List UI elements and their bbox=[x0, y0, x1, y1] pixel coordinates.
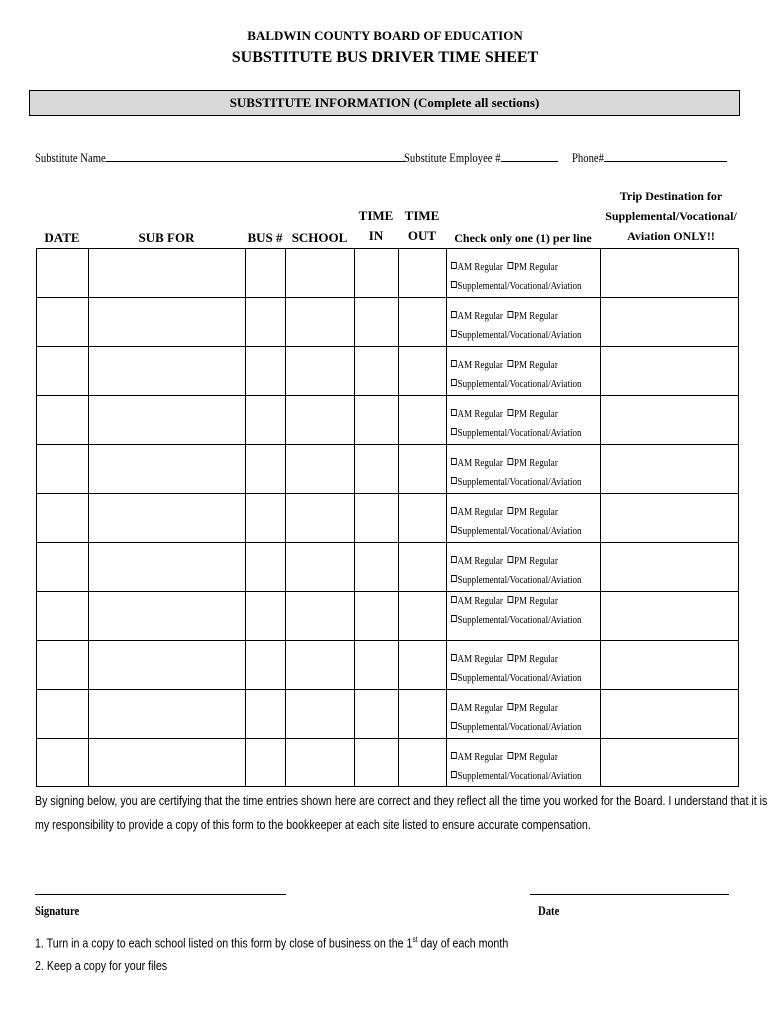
table-row-checkboxes bbox=[451, 699, 610, 737]
supplemental-checkbox[interactable] bbox=[451, 615, 457, 622]
am-regular-label: AM Regular bbox=[457, 359, 503, 371]
pm-regular-label: PM Regular bbox=[513, 555, 558, 567]
phone-label: Phone# bbox=[572, 150, 604, 165]
supplemental-checkbox[interactable] bbox=[451, 575, 457, 582]
am-regular-checkbox[interactable] bbox=[451, 596, 457, 603]
supplemental-label: Supplemental/Vocational/Aviation bbox=[457, 614, 582, 626]
table-row-divider bbox=[36, 493, 739, 494]
am-regular-checkbox[interactable] bbox=[451, 654, 457, 661]
col-header-school: SCHOOL bbox=[291, 230, 348, 245]
col-header-time-in: TIME IN bbox=[358, 208, 394, 243]
pm-regular-label: PM Regular bbox=[513, 261, 558, 273]
note-1: 1. Turn in a copy to each school listed on this form by close of business on the 1st day of each month bbox=[35, 935, 509, 951]
supplemental-checkbox[interactable] bbox=[451, 771, 457, 778]
pm-regular-label: PM Regular bbox=[513, 359, 558, 371]
supplemental-label: Supplemental/Vocational/Aviation bbox=[457, 378, 582, 390]
table-row-checkboxes bbox=[451, 748, 610, 786]
table-column-divider bbox=[36, 248, 37, 787]
date-label: Date bbox=[538, 903, 560, 918]
col-header-bus: BUS # bbox=[247, 230, 283, 245]
supplemental-checkbox[interactable] bbox=[451, 330, 457, 337]
supplemental-label: Supplemental/Vocational/Aviation bbox=[457, 427, 582, 439]
pm-regular-checkbox[interactable] bbox=[507, 360, 513, 367]
supplemental-label: Supplemental/Vocational/Aviation bbox=[457, 476, 582, 488]
table-row-checkboxes bbox=[451, 454, 610, 492]
supplemental-checkbox[interactable] bbox=[451, 722, 457, 729]
table-row-divider bbox=[36, 395, 739, 396]
pm-regular-checkbox[interactable] bbox=[507, 556, 513, 563]
pm-regular-label: PM Regular bbox=[513, 457, 558, 469]
am-regular-checkbox[interactable] bbox=[451, 262, 457, 269]
pm-regular-checkbox[interactable] bbox=[507, 409, 513, 416]
supplemental-label: Supplemental/Vocational/Aviation bbox=[457, 280, 582, 292]
table-row-divider bbox=[36, 444, 739, 445]
col-header-trip: Trip Destination for Supplemental/Vocational/ Aviation ONLY!! bbox=[605, 189, 737, 243]
am-regular-checkbox[interactable] bbox=[451, 752, 457, 759]
table-column-divider bbox=[354, 248, 355, 787]
table-column-divider bbox=[245, 248, 246, 787]
table-row-divider bbox=[36, 346, 739, 347]
pm-regular-label: PM Regular bbox=[513, 310, 558, 322]
supplemental-checkbox[interactable] bbox=[451, 379, 457, 386]
am-regular-checkbox[interactable] bbox=[451, 311, 457, 318]
pm-regular-checkbox[interactable] bbox=[507, 654, 513, 661]
table-row-divider bbox=[36, 689, 739, 690]
section-title: SUBSTITUTE INFORMATION (Complete all sections) bbox=[229, 95, 540, 110]
substitute-name-field[interactable] bbox=[35, 150, 355, 166]
supplemental-checkbox[interactable] bbox=[451, 673, 457, 680]
supplemental-label: Supplemental/Vocational/Aviation bbox=[457, 672, 582, 684]
supplemental-checkbox[interactable] bbox=[451, 526, 457, 533]
supplemental-label: Supplemental/Vocational/Aviation bbox=[457, 721, 582, 733]
am-regular-label: AM Regular bbox=[457, 751, 503, 763]
pm-regular-checkbox[interactable] bbox=[507, 458, 513, 465]
table-row-checkboxes bbox=[451, 503, 610, 541]
table-row-checkboxes bbox=[451, 405, 610, 443]
supplemental-label: Supplemental/Vocational/Aviation bbox=[457, 574, 582, 586]
supplemental-checkbox[interactable] bbox=[451, 281, 457, 288]
table-column-divider bbox=[285, 248, 286, 787]
date-line[interactable] bbox=[530, 894, 729, 895]
pm-regular-label: PM Regular bbox=[513, 653, 558, 665]
table-column-divider bbox=[398, 248, 399, 787]
table-row-checkboxes bbox=[451, 552, 610, 590]
am-regular-label: AM Regular bbox=[457, 555, 503, 567]
am-regular-checkbox[interactable] bbox=[451, 360, 457, 367]
table-row-divider bbox=[36, 786, 739, 787]
table-row-divider bbox=[36, 248, 739, 249]
pm-regular-label: PM Regular bbox=[513, 506, 558, 518]
supplemental-label: Supplemental/Vocational/Aviation bbox=[457, 525, 582, 537]
table-row-divider bbox=[36, 542, 739, 543]
col-header-sub-for: SUB FOR bbox=[138, 230, 195, 245]
pm-regular-checkbox[interactable] bbox=[507, 311, 513, 318]
am-regular-checkbox[interactable] bbox=[451, 507, 457, 514]
substitute-name-label: Substitute Name bbox=[35, 150, 106, 165]
am-regular-label: AM Regular bbox=[457, 506, 503, 518]
supplemental-checkbox[interactable] bbox=[451, 428, 457, 435]
am-regular-checkbox[interactable] bbox=[451, 409, 457, 416]
am-regular-label: AM Regular bbox=[457, 310, 503, 322]
form-title: SUBSTITUTE BUS DRIVER TIME SHEET bbox=[231, 49, 539, 66]
table-row-checkboxes bbox=[451, 650, 610, 688]
pm-regular-label: PM Regular bbox=[513, 595, 558, 607]
supplemental-label: Supplemental/Vocational/Aviation bbox=[457, 329, 582, 341]
col-header-check: Check only one (1) per line bbox=[454, 231, 592, 245]
col-header-time-out: TIME OUT bbox=[404, 208, 440, 243]
table-row-divider bbox=[36, 738, 739, 739]
pm-regular-checkbox[interactable] bbox=[507, 507, 513, 514]
pm-regular-checkbox[interactable] bbox=[507, 752, 513, 759]
am-regular-checkbox[interactable] bbox=[451, 703, 457, 710]
table-column-divider bbox=[446, 248, 447, 787]
table-row-checkboxes bbox=[451, 592, 610, 630]
time-entry-table bbox=[36, 248, 739, 787]
note-2: 2. Keep a copy for your files bbox=[35, 958, 168, 973]
certification-line-1: By signing below, you are certifying that the time entries shown here are correct and they reflect all the time you worked for the Board. I understand that it is bbox=[35, 793, 768, 808]
am-regular-label: AM Regular bbox=[457, 702, 503, 714]
am-regular-checkbox[interactable] bbox=[451, 556, 457, 563]
am-regular-label: AM Regular bbox=[457, 653, 503, 665]
table-row-checkboxes bbox=[451, 307, 610, 345]
table-row-checkboxes bbox=[451, 258, 610, 296]
am-regular-label: AM Regular bbox=[457, 457, 503, 469]
table-row-checkboxes bbox=[451, 356, 610, 394]
am-regular-label: AM Regular bbox=[457, 595, 503, 607]
employee-number-label: Substitute Employee # bbox=[404, 150, 501, 165]
pm-regular-checkbox[interactable] bbox=[507, 596, 513, 603]
am-regular-label: AM Regular bbox=[457, 408, 503, 420]
pm-regular-label: PM Regular bbox=[513, 751, 558, 763]
org-name: BALDWIN COUNTY BOARD OF EDUCATION bbox=[247, 28, 523, 43]
section-header-bar bbox=[29, 90, 740, 116]
phone-field[interactable] bbox=[572, 150, 761, 166]
table-row-divider bbox=[36, 297, 739, 298]
pm-regular-checkbox[interactable] bbox=[507, 703, 513, 710]
signature-label: Signature bbox=[35, 903, 80, 918]
certification-line-2: my responsibility to provide a copy of this form to the bookkeeper at each site listed to ensure accurate compensation. bbox=[35, 817, 591, 832]
employee-number-field[interactable] bbox=[404, 150, 592, 166]
pm-regular-label: PM Regular bbox=[513, 702, 558, 714]
table-row-divider bbox=[36, 640, 739, 641]
supplemental-checkbox[interactable] bbox=[451, 477, 457, 484]
col-header-date: DATE bbox=[44, 230, 80, 245]
pm-regular-label: PM Regular bbox=[513, 408, 558, 420]
am-regular-label: AM Regular bbox=[457, 261, 503, 273]
am-regular-checkbox[interactable] bbox=[451, 458, 457, 465]
supplemental-label: Supplemental/Vocational/Aviation bbox=[457, 770, 582, 782]
table-column-divider bbox=[738, 248, 739, 787]
pm-regular-checkbox[interactable] bbox=[507, 262, 513, 269]
table-column-divider bbox=[88, 248, 89, 787]
signature-line[interactable] bbox=[35, 894, 286, 895]
table-row-divider bbox=[36, 591, 739, 592]
